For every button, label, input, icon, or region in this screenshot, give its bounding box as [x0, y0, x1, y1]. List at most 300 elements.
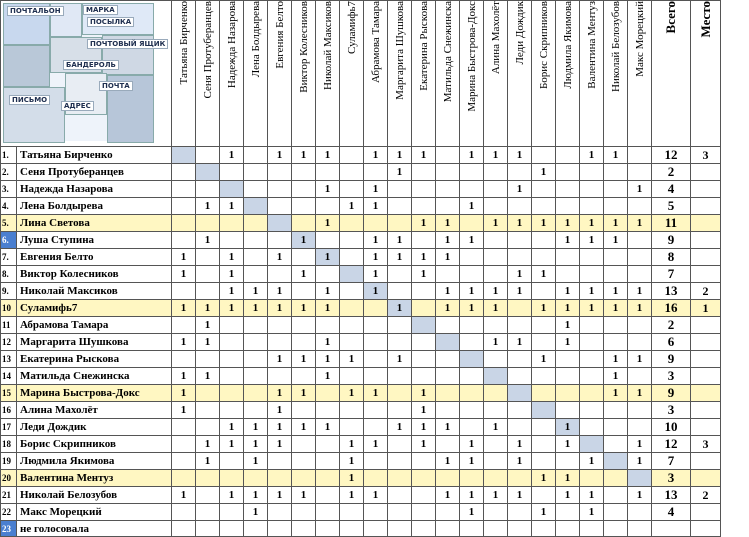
column-header-label: Валентина Ментуз — [585, 1, 598, 89]
vote-cell — [364, 470, 388, 487]
diagonal-cell — [244, 198, 268, 215]
participant-name: Виктор Колесников — [17, 266, 172, 283]
diagonal-cell — [220, 181, 244, 198]
diagonal-cell — [340, 266, 364, 283]
vote-cell — [364, 215, 388, 232]
vote-cell — [364, 521, 388, 537]
vote-cell — [628, 266, 652, 283]
vote-cell — [580, 249, 604, 266]
diagonal-cell — [604, 453, 628, 470]
participant-name: не голосовала — [17, 521, 172, 537]
vote-cell — [628, 521, 652, 537]
vote-cell: 1 — [436, 453, 460, 470]
vote-cell — [460, 419, 484, 436]
vote-cell — [556, 164, 580, 181]
collage-label: ПОЧТА — [99, 81, 133, 91]
total-cell: 9 — [652, 232, 691, 249]
vote-cell — [532, 232, 556, 249]
vote-cell — [268, 521, 292, 537]
vote-cell — [484, 385, 508, 402]
vote-cell: 1 — [508, 436, 532, 453]
vote-cell — [580, 368, 604, 385]
vote-cell: 1 — [268, 419, 292, 436]
vote-cell — [484, 470, 508, 487]
table-row — [1, 215, 721, 232]
vote-cell — [340, 334, 364, 351]
vote-cell — [244, 164, 268, 181]
participant-name: Николай Белозубов — [17, 487, 172, 504]
vote-cell — [316, 487, 340, 504]
row-number: 8. — [1, 266, 17, 283]
vote-cell: 1 — [172, 402, 196, 419]
vote-cell — [484, 164, 508, 181]
place-cell — [691, 470, 721, 487]
vote-cell — [580, 266, 604, 283]
vote-cell — [556, 368, 580, 385]
participant-name: Алина Махолёт — [17, 402, 172, 419]
vote-cell — [196, 181, 220, 198]
vote-cell — [268, 334, 292, 351]
diagonal-cell — [412, 317, 436, 334]
vote-cell: 1 — [364, 181, 388, 198]
column-header — [340, 1, 364, 147]
place-cell — [691, 249, 721, 266]
vote-cell — [388, 453, 412, 470]
total-cell: 3 — [652, 402, 691, 419]
vote-cell: 1 — [460, 504, 484, 521]
row-number: 19 — [1, 453, 17, 470]
vote-cell: 1 — [412, 215, 436, 232]
column-header — [532, 1, 556, 147]
vote-cell — [484, 402, 508, 419]
vote-cell — [364, 402, 388, 419]
vote-cell — [220, 164, 244, 181]
vote-cell — [244, 385, 268, 402]
vote-cell: 1 — [364, 232, 388, 249]
vote-cell — [580, 334, 604, 351]
table-row — [1, 334, 721, 351]
vote-cell — [508, 521, 532, 537]
vote-cell — [292, 249, 316, 266]
place-cell: 2 — [691, 283, 721, 300]
vote-cell: 1 — [436, 249, 460, 266]
vote-cell — [436, 402, 460, 419]
column-header — [604, 1, 628, 147]
vote-cell: 1 — [460, 436, 484, 453]
vote-cell: 1 — [268, 402, 292, 419]
vote-cell — [460, 368, 484, 385]
vote-cell — [268, 266, 292, 283]
vote-cell: 1 — [388, 232, 412, 249]
vote-cell — [532, 453, 556, 470]
vote-cell — [196, 249, 220, 266]
table-row — [1, 164, 721, 181]
vote-cell — [484, 436, 508, 453]
table-row — [1, 283, 721, 300]
vote-cell — [460, 470, 484, 487]
vote-cell: 1 — [388, 419, 412, 436]
vote-cell — [556, 402, 580, 419]
vote-cell: 1 — [316, 351, 340, 368]
vote-cell: 1 — [316, 368, 340, 385]
vote-cell: 1 — [556, 232, 580, 249]
participant-name: Леди Дождик — [17, 419, 172, 436]
vote-cell — [196, 470, 220, 487]
vote-cell: 1 — [172, 385, 196, 402]
vote-cell — [268, 232, 292, 249]
vote-cell — [292, 317, 316, 334]
vote-cell — [268, 317, 292, 334]
vote-cell: 1 — [436, 283, 460, 300]
vote-cell — [628, 232, 652, 249]
collage-photo-tile — [3, 45, 50, 87]
column-header-label: Людмила Якимова — [561, 1, 574, 89]
column-header — [556, 1, 580, 147]
vote-cell — [556, 249, 580, 266]
vote-cell — [532, 368, 556, 385]
table-row — [1, 198, 721, 215]
diagonal-cell — [484, 368, 508, 385]
vote-cell — [172, 470, 196, 487]
column-header — [580, 1, 604, 147]
vote-cell: 1 — [244, 487, 268, 504]
vote-cell — [508, 470, 532, 487]
total-cell: 8 — [652, 249, 691, 266]
diagonal-cell: 1 — [388, 300, 412, 317]
table-row — [1, 300, 721, 317]
vote-cell: 1 — [604, 351, 628, 368]
vote-cell — [628, 368, 652, 385]
row-number: 20 — [1, 470, 17, 487]
vote-cell — [580, 198, 604, 215]
row-number: 21 — [1, 487, 17, 504]
column-header — [412, 1, 436, 147]
place-cell — [691, 334, 721, 351]
vote-cell: 1 — [508, 487, 532, 504]
vote-cell — [628, 317, 652, 334]
vote-cell: 1 — [220, 419, 244, 436]
vote-cell — [388, 521, 412, 537]
vote-cell: 1 — [556, 436, 580, 453]
participant-name: Надежда Назарова — [17, 181, 172, 198]
column-header — [316, 1, 340, 147]
column-header-label: Алина Махолёт — [489, 1, 502, 75]
column-header-label: Суламифь7 — [345, 1, 358, 54]
participant-name: Екатерина Рыскова — [17, 351, 172, 368]
vote-cell: 1 — [460, 453, 484, 470]
vote-cell — [220, 504, 244, 521]
column-header-label: Борис Скрипников — [537, 1, 550, 90]
place-cell — [691, 215, 721, 232]
vote-cell — [172, 317, 196, 334]
total-cell: 16 — [652, 300, 691, 317]
column-header — [196, 1, 220, 147]
vote-cell: 1 — [172, 266, 196, 283]
vote-cell: 1 — [460, 232, 484, 249]
vote-cell: 1 — [172, 368, 196, 385]
vote-cell: 1 — [460, 283, 484, 300]
vote-cell — [436, 351, 460, 368]
vote-cell — [508, 504, 532, 521]
vote-cell — [172, 164, 196, 181]
vote-cell — [436, 147, 460, 164]
vote-cell — [220, 215, 244, 232]
vote-cell — [460, 266, 484, 283]
vote-cell: 1 — [220, 249, 244, 266]
vote-cell — [436, 385, 460, 402]
vote-cell — [604, 198, 628, 215]
vote-cell — [508, 351, 532, 368]
vote-cell: 1 — [532, 470, 556, 487]
total-cell: 2 — [652, 164, 691, 181]
row-number: 12 — [1, 334, 17, 351]
vote-cell — [292, 283, 316, 300]
place-cell: 3 — [691, 147, 721, 164]
column-header-label: Матильда Снежинска — [441, 1, 454, 103]
vote-cell — [436, 181, 460, 198]
table-row — [1, 181, 721, 198]
vote-cell: 1 — [556, 300, 580, 317]
vote-cell: 1 — [604, 300, 628, 317]
vote-cell: 1 — [628, 385, 652, 402]
vote-cell — [172, 215, 196, 232]
vote-cell: 1 — [172, 334, 196, 351]
vote-cell: 1 — [556, 283, 580, 300]
total-cell: 12 — [652, 147, 691, 164]
diagonal-cell — [532, 402, 556, 419]
column-header — [436, 1, 460, 147]
vote-cell — [484, 504, 508, 521]
column-header-label: Татьяна Бирченко — [177, 1, 190, 85]
vote-cell: 1 — [532, 215, 556, 232]
vote-cell — [292, 215, 316, 232]
place-cell: 2 — [691, 487, 721, 504]
vote-cell — [460, 317, 484, 334]
vote-cell — [364, 164, 388, 181]
vote-cell — [172, 181, 196, 198]
vote-cell: 1 — [556, 317, 580, 334]
vote-cell — [508, 402, 532, 419]
vote-cell — [364, 368, 388, 385]
participant-name: Татьяна Бирченко — [17, 147, 172, 164]
vote-cell: 1 — [532, 266, 556, 283]
row-number: 16 — [1, 402, 17, 419]
collage-picture — [3, 3, 166, 141]
vote-cell — [340, 368, 364, 385]
vote-cell: 1 — [340, 198, 364, 215]
diagonal-cell: 1 — [292, 232, 316, 249]
vote-cell: 1 — [604, 368, 628, 385]
vote-cell: 1 — [580, 487, 604, 504]
vote-cell: 1 — [628, 351, 652, 368]
vote-cell: 1 — [268, 147, 292, 164]
vote-cell — [508, 300, 532, 317]
total-header-label: Всего — [663, 1, 678, 34]
vote-cell — [244, 249, 268, 266]
column-header — [220, 1, 244, 147]
vote-cell — [292, 198, 316, 215]
vote-cell: 1 — [580, 453, 604, 470]
vote-cell: 1 — [340, 385, 364, 402]
vote-cell — [220, 351, 244, 368]
row-number: 9. — [1, 283, 17, 300]
column-header-label: Маргарита Шушкова — [393, 1, 406, 100]
vote-cell: 1 — [364, 436, 388, 453]
diagonal-cell: 1 — [556, 419, 580, 436]
vote-cell — [628, 419, 652, 436]
vote-cell: 1 — [484, 419, 508, 436]
vote-cell — [340, 317, 364, 334]
diagonal-cell: 1 — [316, 249, 340, 266]
column-header — [628, 1, 652, 147]
vote-cell — [460, 521, 484, 537]
vote-cell: 1 — [196, 453, 220, 470]
vote-cell — [436, 317, 460, 334]
vote-cell: 1 — [364, 385, 388, 402]
row-number: 7. — [1, 249, 17, 266]
vote-cell: 1 — [580, 504, 604, 521]
vote-cell: 1 — [508, 147, 532, 164]
vote-cell: 1 — [484, 300, 508, 317]
vote-cell: 1 — [340, 453, 364, 470]
column-header-label: Сеня Протуберанцев — [201, 1, 214, 99]
vote-cell — [316, 402, 340, 419]
diagonal-cell — [436, 334, 460, 351]
vote-cell: 1 — [580, 283, 604, 300]
vote-cell — [532, 334, 556, 351]
vote-cell — [580, 164, 604, 181]
column-header — [268, 1, 292, 147]
vote-cell — [316, 198, 340, 215]
vote-cell: 1 — [508, 283, 532, 300]
vote-cell: 1 — [412, 266, 436, 283]
participant-name: Марина Быстрова-Докс — [17, 385, 172, 402]
vote-cell — [412, 283, 436, 300]
vote-cell — [580, 351, 604, 368]
vote-cell: 1 — [460, 487, 484, 504]
place-cell — [691, 419, 721, 436]
vote-cell — [484, 198, 508, 215]
vote-cell — [364, 453, 388, 470]
collage-label: БАНДЕРОЛЬ — [63, 60, 119, 70]
vote-cell — [532, 487, 556, 504]
vote-cell — [388, 487, 412, 504]
vote-cell: 1 — [340, 487, 364, 504]
vote-cell — [172, 504, 196, 521]
vote-cell: 1 — [628, 181, 652, 198]
vote-cell — [604, 436, 628, 453]
vote-cell — [412, 521, 436, 537]
vote-cell — [244, 232, 268, 249]
vote-cell — [412, 198, 436, 215]
vote-cell — [556, 181, 580, 198]
column-header — [460, 1, 484, 147]
vote-cell — [436, 266, 460, 283]
vote-cell — [268, 368, 292, 385]
vote-cell — [412, 351, 436, 368]
vote-cell — [388, 368, 412, 385]
vote-cell: 1 — [316, 419, 340, 436]
vote-cell: 1 — [628, 283, 652, 300]
total-cell: 6 — [652, 334, 691, 351]
vote-cell: 1 — [412, 402, 436, 419]
vote-cell: 1 — [580, 300, 604, 317]
vote-cell: 1 — [268, 351, 292, 368]
vote-cell — [340, 504, 364, 521]
vote-cell: 1 — [412, 436, 436, 453]
table-row — [1, 504, 721, 521]
vote-cell — [316, 385, 340, 402]
total-cell: 10 — [652, 419, 691, 436]
vote-cell: 1 — [580, 215, 604, 232]
vote-cell: 1 — [316, 300, 340, 317]
vote-cell — [484, 317, 508, 334]
vote-cell — [580, 402, 604, 419]
vote-cell — [172, 198, 196, 215]
vote-cell — [196, 283, 220, 300]
diagonal-cell — [268, 215, 292, 232]
collage-label: ПИСЬМО — [9, 95, 50, 105]
vote-cell — [244, 215, 268, 232]
vote-cell — [532, 198, 556, 215]
collage-label: ПОЧТОВЫЙ ЯЩИК — [87, 39, 168, 49]
vote-cell: 1 — [244, 283, 268, 300]
vote-cell: 1 — [172, 487, 196, 504]
vote-cell: 1 — [604, 283, 628, 300]
vote-cell — [604, 470, 628, 487]
vote-cell — [412, 181, 436, 198]
vote-cell — [556, 147, 580, 164]
vote-cell: 1 — [196, 300, 220, 317]
vote-cell — [220, 453, 244, 470]
postal-collage-image — [1, 1, 172, 147]
vote-cell — [316, 521, 340, 537]
vote-cell — [412, 453, 436, 470]
vote-cell: 1 — [532, 504, 556, 521]
vote-cell — [388, 402, 412, 419]
vote-cell — [556, 351, 580, 368]
vote-cell — [604, 181, 628, 198]
table-row — [1, 266, 721, 283]
vote-cell — [220, 232, 244, 249]
collage-label: МАРКА — [83, 5, 118, 15]
table-row — [1, 402, 721, 419]
total-cell: 9 — [652, 385, 691, 402]
vote-cell — [292, 181, 316, 198]
vote-cell: 1 — [484, 334, 508, 351]
vote-cell: 1 — [628, 300, 652, 317]
vote-cell: 1 — [604, 215, 628, 232]
row-number: 17 — [1, 419, 17, 436]
participant-name: Маргарита Шушкова — [17, 334, 172, 351]
vote-cell — [508, 164, 532, 181]
vote-cell — [388, 436, 412, 453]
vote-cell — [508, 249, 532, 266]
vote-cell — [436, 198, 460, 215]
vote-cell — [628, 198, 652, 215]
column-header-label: Надежда Назарова — [225, 1, 238, 89]
participant-name: Николай Максиков — [17, 283, 172, 300]
vote-cell — [556, 521, 580, 537]
column-header-label: Марина Быстрова-Докс — [465, 1, 478, 112]
row-number: 5. — [1, 215, 17, 232]
vote-cell: 1 — [268, 487, 292, 504]
vote-cell — [364, 504, 388, 521]
column-header — [172, 1, 196, 147]
diagonal-cell — [508, 385, 532, 402]
vote-cell — [196, 419, 220, 436]
vote-cell: 1 — [268, 249, 292, 266]
